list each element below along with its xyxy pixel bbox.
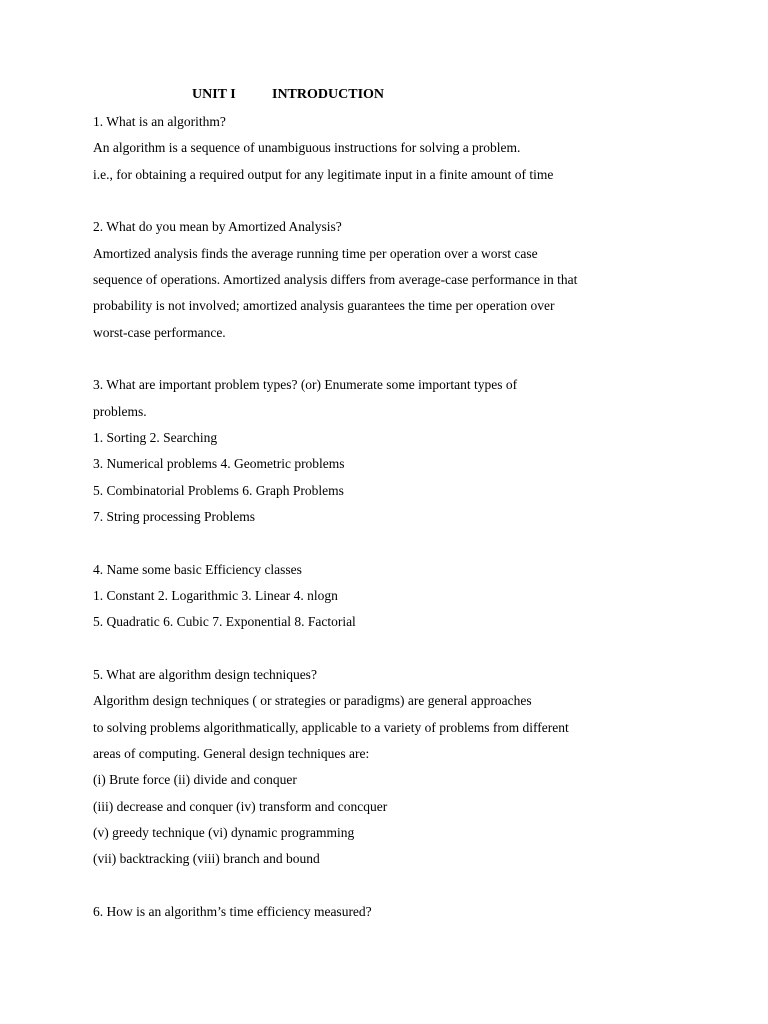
question-2: 2. What do you mean by Amortized Analysis? — [93, 219, 342, 234]
page-title: INTRODUCTION — [272, 87, 385, 102]
unit-label: UNIT I — [192, 87, 236, 102]
answer-2-line-4: worst-case performance. — [93, 325, 226, 340]
question-3: 3. What are important problem types? (or) Enumerate some important types of — [93, 377, 518, 392]
answer-5-line-7: (vii) backtracking (viii) branch and bound — [93, 851, 320, 866]
answer-2-line-2: sequence of operations. Amortized analysis differs from average-case performance in that — [93, 272, 578, 287]
answer-3-line-3: 3. Numerical problems 4. Geometric problems — [93, 456, 345, 471]
answer-5-line-5: (iii) decrease and conquer (iv) transform and concquer — [93, 799, 388, 814]
answer-2-line-3: probability is not involved; amortized analysis guarantees the time per operation over — [93, 298, 555, 313]
answer-4-line-2: 5. Quadratic 6. Cubic 7. Exponential 8. Factorial — [93, 614, 356, 629]
answer-1-line-2: i.e., for obtaining a required output for any legitimate input in a finite amount of time — [93, 167, 554, 182]
answer-3-line-1: problems. — [93, 404, 147, 419]
answer-5-line-3: areas of computing. General design techniques are: — [93, 746, 370, 761]
question-4: 4. Name some basic Efficiency classes — [93, 562, 302, 577]
answer-5-line-6: (v) greedy technique (vi) dynamic programming — [93, 825, 355, 840]
answer-5-line-2: to solving problems algorithmatically, applicable to a variety of problems from different — [93, 720, 569, 735]
answer-3-line-5: 7. String processing Problems — [93, 509, 255, 524]
question-5: 5. What are algorithm design techniques? — [93, 667, 317, 682]
answer-5-line-1: Algorithm design techniques ( or strategies or paradigms) are general approaches — [93, 693, 532, 708]
answer-2-line-1: Amortized analysis finds the average running time per operation over a worst case — [93, 246, 538, 261]
answer-1-line-1: An algorithm is a sequence of unambiguous instructions for solving a problem. — [93, 140, 521, 155]
answer-3-line-4: 5. Combinatorial Problems 6. Graph Problems — [93, 483, 344, 498]
answer-5-line-4: (i) Brute force (ii) divide and conquer — [93, 772, 297, 787]
answer-4-line-1: 1. Constant 2. Logarithmic 3. Linear 4. nlogn — [93, 588, 338, 603]
question-1: 1. What is an algorithm? — [93, 114, 226, 129]
answer-3-line-2: 1. Sorting 2. Searching — [93, 430, 218, 445]
question-6: 6. How is an algorithm’s time efficiency measured? — [93, 904, 372, 919]
